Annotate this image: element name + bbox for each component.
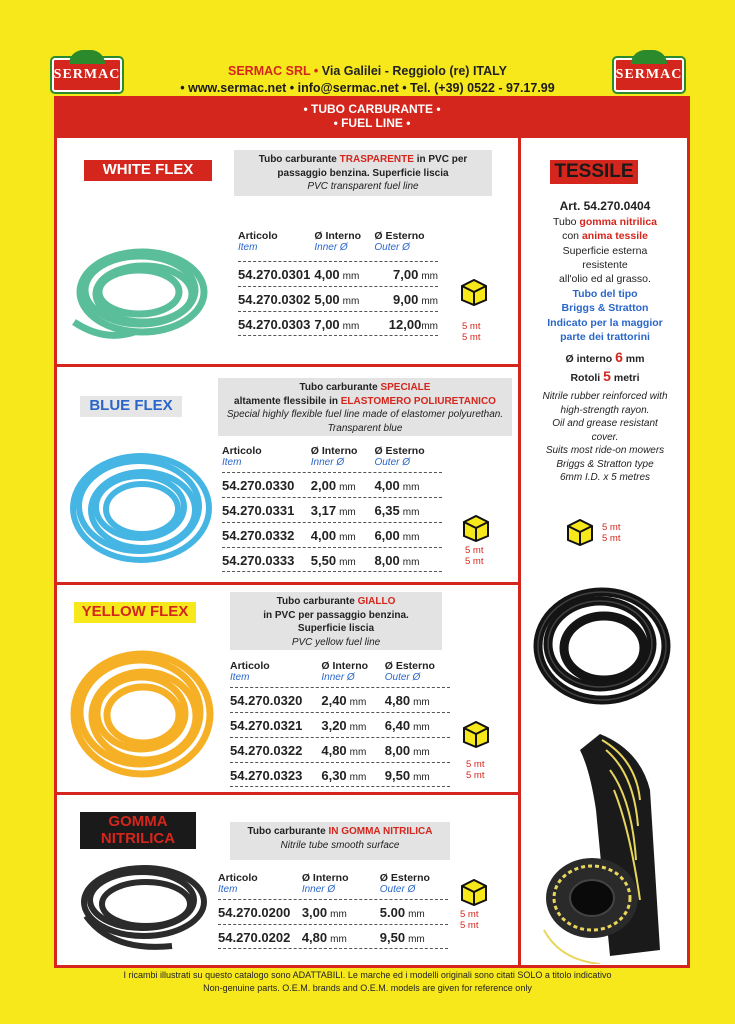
section-description [234,150,492,196]
table-header [222,445,442,457]
package-box-icon [462,718,490,748]
desc-text: Tubo carburante [247,826,329,837]
unit: mm [342,296,360,307]
unit: mm [413,747,430,758]
unit: mm [349,722,367,733]
text: resistente [582,259,628,271]
col-outer: Outer Ø [384,672,421,683]
desc-highlight: SPECIALE [380,382,431,393]
col-item: Item [238,242,258,253]
desc-text: Tubo carburante [276,596,358,607]
tessile-english [524,390,686,485]
package-box-icon [566,516,594,546]
section-tag-gomma-nitrilica [80,812,196,849]
cell-outer: 4,80 [384,693,411,708]
section-divider [54,582,520,585]
table-subheader [222,457,442,468]
tag-line: NITRILICA [100,829,176,847]
quantity-label [460,910,478,932]
desc-english: Transparent blue [327,422,403,434]
white-flex-table [238,230,438,336]
tessile-hose-roll-image [530,584,674,710]
desc-text: passaggio benzina. Superficie liscia [277,167,449,179]
cell-inner: 4,00 [314,267,340,282]
col-outer: Outer Ø [379,884,416,895]
section-divider [54,792,520,795]
table-subheader [238,242,438,253]
qty-text: 5 mt [602,532,621,544]
sermac-logo-right: SERMAC [614,58,684,92]
yellow-flex-hose-image [68,644,216,784]
text: high-strength rayon. [560,404,650,416]
tessile-article: Art. 54.270.0404 [559,199,651,213]
table-row [238,311,438,336]
desc-text: Tubo carburante [258,154,340,165]
unit: mm [421,271,438,282]
col-item: Item [218,884,238,895]
unit: mm [413,772,430,783]
unit: mm [408,909,425,920]
qty-text: 5 mt [465,555,484,567]
cell-art: 54.270.0321 [230,718,303,733]
desc-english: PVC transparent fuel line [307,181,419,192]
cell-outer: 8,00 [374,553,400,568]
col-inner: Inner Ø [314,242,348,253]
cell-outer: 6,40 [384,718,411,733]
table-header [238,230,438,242]
quantity-label [602,523,620,545]
cell-art: 54.270.0330 [222,478,295,493]
cell-inner: 7,00 [314,317,340,332]
company-name: SERMAC SRL • [228,64,319,78]
cell-art: 54.270.0331 [222,503,295,518]
col-articolo: Articolo [222,445,262,457]
table-row [230,737,450,762]
section-description [218,378,512,436]
desc-highlight: ELASTOMERO POLIURETANICO [340,395,496,407]
text-highlight: 6 [615,348,623,365]
qty-text: 5 mt [602,522,621,533]
desc-text: altamente flessibile in [234,395,341,407]
cell-art: 54.270.0320 [230,693,303,708]
unit: mm [342,321,360,332]
cell-art: 54.270.0301 [238,267,311,282]
desc-english: Nitrile tube smooth surface [280,839,400,851]
text: Superficie esterna [562,244,648,257]
desc-text: Tubo carburante [299,382,381,393]
qty-text: 5 mt [460,909,479,920]
table-row [230,712,450,737]
text: Indicato per la maggior [547,316,663,329]
cell-outer: 4,00 [374,478,400,493]
cell-outer: 8,00 [384,743,411,758]
section-description [230,822,450,860]
unit: mm [330,934,347,945]
title-band [54,96,690,138]
sermac-logo-left: SERMAC [52,58,122,92]
cell-art: 54.270.0302 [238,292,311,307]
nitrile-hose-image [72,856,212,956]
table-row [230,687,450,712]
cell-inner: 4,80 [321,743,347,758]
unit: mm [402,532,420,543]
text: mm [622,352,645,365]
quantity-label [462,322,480,344]
section-tag-tessile: TESSILE [550,160,638,184]
col-articolo: Articolo [230,660,270,672]
col-inner: Inner Ø [301,884,336,895]
table-row [218,899,448,924]
table-row [222,472,442,497]
cell-inner: 2,00 [310,478,337,493]
unit: mm [402,557,420,568]
unit: mm [421,296,438,307]
unit: mm [421,321,438,332]
section-tag-blue-flex: BLUE FLEX [80,396,182,417]
unit: mm [339,507,356,518]
table-row [238,261,438,286]
col-inner: Inner Ø [310,457,345,468]
desc-english: Special highly flexible fuel line made of elastomer polyurethan. [226,409,504,420]
unit: mm [339,532,356,543]
unit: mm [408,934,425,945]
text-highlight: 5 [603,368,611,385]
cell-art: 54.270.0332 [222,528,295,543]
section-description [230,592,442,650]
col-interno: Ø Interno [321,660,369,672]
desc-english: PVC yellow fuel line [291,636,381,648]
table-row [222,497,442,522]
col-interno: Ø Interno [310,445,358,457]
cell-outer: 9,50 [379,930,406,945]
text: con [562,230,582,243]
table-header [230,660,450,672]
qty-text: 5 mt [466,759,485,770]
col-inner: Inner Ø [321,672,355,683]
desc-text: in PVC per passaggio benzina. [263,609,409,621]
cell-art: 54.270.0303 [238,317,311,332]
text: Rotoli [570,372,604,385]
col-outer: Outer Ø [374,457,411,468]
unit: mm [330,909,347,920]
col-esterno: Ø Esterno [374,445,425,457]
table-row [238,286,438,311]
table-header [218,872,448,884]
qty-text: 5 mt [460,919,479,931]
text: Tubo [552,215,580,228]
company-address: Via Galilei - Reggiolo (re) ITALY [321,64,507,78]
cell-outer: 6,00 [374,528,400,543]
text: Briggs & Stratton [561,302,649,315]
tessile-hose-cutaway-image [540,730,680,964]
nitrile-table [218,872,448,949]
col-esterno: Ø Esterno [384,660,435,672]
desc-highlight: TRASPARENTE [339,154,414,165]
cell-inner: 5,00 [314,292,340,307]
cell-outer: 9,00 [393,292,419,307]
section-tag-yellow-flex: YELLOW FLEX [74,602,196,623]
quantity-label [466,760,484,782]
table-row [230,762,450,787]
section-tag-white-flex: WHITE FLEX [84,160,212,181]
unit: mm [349,772,367,783]
text: Tubo del tipo [572,287,638,300]
text: cover. [591,431,619,443]
col-articolo: Articolo [238,230,278,242]
tessile-description [524,198,686,387]
cell-art: 54.270.0333 [222,553,295,568]
desc-text: Superficie liscia [297,623,375,634]
cell-outer: 7,00 [393,267,419,282]
band-title-en: • FUEL LINE • [333,116,411,130]
cell-inner: 5,50 [310,553,337,568]
cell-inner: 6,30 [321,768,347,783]
text: all'olio ed al grasso. [559,273,651,286]
col-articolo: Articolo [218,872,258,884]
section-divider [54,364,520,367]
desc-highlight: IN GOMMA NITRILICA [328,826,433,837]
blue-flex-hose-image [66,440,216,575]
qty-text: 5 mt [466,769,485,781]
qty-text: 5 mt [465,545,484,556]
yellow-flex-table [230,660,450,787]
text: Suits most ride-on mowers [545,445,665,456]
col-item: Item [230,672,250,683]
text: Nitrile rubber reinforced with [542,391,668,402]
col-interno: Ø Interno [301,872,349,884]
header-contacts: • www.sermac.net • info@sermac.net • Tel. (+39) 0522 - 97.17.99 [180,81,555,95]
cell-inner: 4,00 [310,528,337,543]
cell-outer: 5.00 [379,905,406,920]
text: 6mm I.D. x 5 metres [559,472,650,483]
table-row [222,547,442,572]
col-outer: Outer Ø [374,242,410,253]
quantity-label [465,546,483,568]
cell-outer: 6,35 [374,503,400,518]
col-item: Item [222,457,242,468]
cell-art: 54.270.0202 [218,930,291,945]
package-box-icon [460,876,488,906]
cell-inner: 3,00 [301,905,328,920]
blue-flex-table [222,445,442,572]
unit: mm [339,482,356,493]
qty-text: 5 mt [462,321,481,332]
cell-art: 54.270.0323 [230,768,303,783]
band-title-it: • TUBO CARBURANTE • [303,102,441,116]
col-esterno: Ø Esterno [379,872,430,884]
cell-inner: 3,20 [321,718,347,733]
text: Briggs & Stratton type [556,458,654,470]
desc-highlight: GIALLO [357,596,396,607]
white-flex-hose-image [64,232,214,352]
unit: mm [339,557,356,568]
cell-art: 54.270.0322 [230,743,303,758]
cell-inner: 3,17 [310,503,337,518]
text: metri [610,372,640,385]
unit: mm [342,271,360,282]
col-esterno: Ø Esterno [374,230,425,242]
unit: mm [402,482,420,493]
text: Oil and grease resistant [552,418,658,429]
qty-text: 5 mt [462,331,481,343]
table-subheader [230,672,450,683]
unit: mm [413,697,430,708]
column-divider [518,138,521,968]
footer-disclaimer-en: Non-genuine parts. O.E.M. brands and O.E.M. models are given for reference only [203,983,532,993]
text-highlight: anima tessile [581,230,648,243]
unit: mm [413,722,430,733]
text: parte dei trattorini [560,331,650,344]
cell-outer: 12,00 [388,317,422,332]
table-subheader [218,884,448,895]
footer-disclaimer-it: I ricambi illustrati su questo catalogo sono ADATTABILI. Le marche ed i modelli originali sono citati SOLO a titolo indicativo [123,970,612,980]
tag-line: GOMMA [108,813,168,830]
text-highlight: gomma nitrilica [579,215,658,228]
table-row [218,924,448,949]
unit: mm [402,507,420,518]
unit: mm [349,747,367,758]
cell-art: 54.270.0200 [218,905,291,920]
col-interno: Ø Interno [314,230,362,242]
table-row [222,522,442,547]
package-box-icon [462,512,490,542]
cell-outer: 9,50 [384,768,411,783]
unit: mm [349,697,367,708]
package-box-icon [460,276,488,306]
text: Ø interno [565,352,616,365]
cell-inner: 2,40 [321,693,347,708]
desc-text: in PVC per [413,154,468,165]
cell-inner: 4,80 [301,930,328,945]
